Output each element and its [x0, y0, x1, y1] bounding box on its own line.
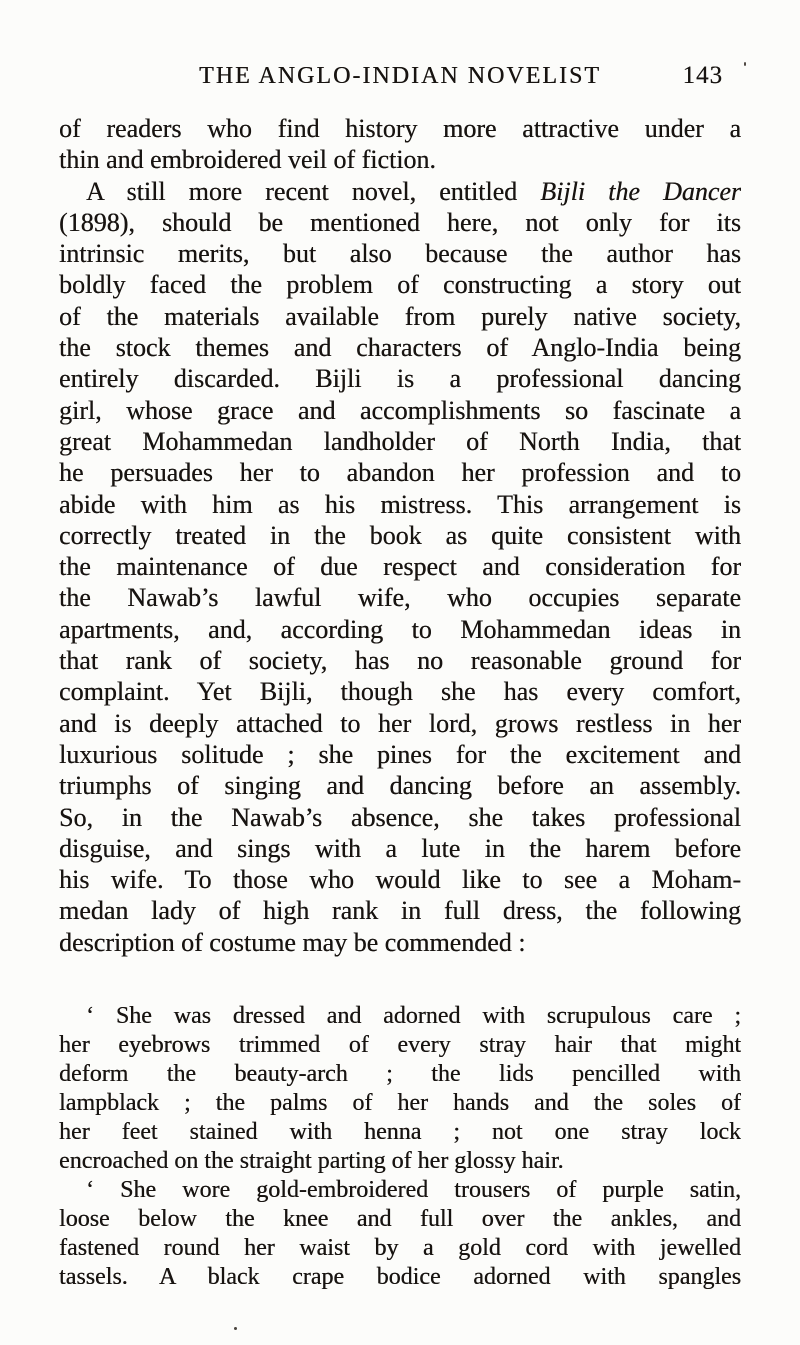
paragraph [59, 113, 741, 176]
text-line: medan lady of high rank in full dress, the following [59, 896, 741, 926]
text-line: her feet stained with henna ; not one stray lock [59, 1119, 741, 1146]
text-line: he persuades her to abandon her profession and to [59, 458, 741, 488]
text-line: ‘ She wore gold-embroidered trousers of purple satin, [86, 1177, 741, 1204]
paragraph [59, 176, 741, 958]
text-line: ‘ She was dressed and adorned with scrupulous care ; [86, 1003, 741, 1030]
paragraph [59, 1002, 741, 1176]
page-number: 143 [682, 62, 723, 89]
text-line: of the materials available from purely native society, [59, 301, 741, 331]
text-line: loose below the knee and full over the ankles, and [59, 1206, 741, 1233]
running-header [59, 62, 741, 90]
text-line: So, in the Nawab’s absence, she takes professional [59, 802, 741, 832]
text-line: disguise, and sings with a lute in the harem before [59, 833, 741, 863]
page-body [59, 113, 741, 1292]
text-line: lampblack ; the palms of her hands and the soles of [59, 1090, 741, 1117]
text-line: boldly faced the problem of constructing a story out [59, 270, 741, 300]
text-line: deform the beauty-arch ; the lids pencilled with [59, 1061, 741, 1088]
text-line: the maintenance of due respect and consideration for [59, 552, 741, 582]
text-line: apartments, and, according to Mohammedan ideas in [59, 614, 741, 644]
text-line: A still more recent novel, entitled Bijli the Dancer [86, 176, 741, 206]
text-line: triumphs of singing and dancing before an assembly. [59, 771, 741, 801]
text-line: encroached on the straight parting of her glossy hair. [59, 1148, 564, 1175]
text-block [59, 62, 741, 1292]
ink-speck [744, 62, 746, 66]
text-line: the stock themes and characters of Anglo-India being [59, 333, 741, 363]
text-line: entirely discarded. Bijli is a professional dancing [59, 364, 741, 394]
ink-speck [234, 1327, 237, 1330]
text-line: complaint. Yet Bijli, though she has every comfort, [59, 677, 741, 707]
text-line: tassels. A black crape bodice adorned with spangles [59, 1264, 741, 1291]
running-header-title: THE ANGLO-INDIAN NOVELIST [199, 63, 601, 89]
text-line: that rank of society, has no reasonable ground for [59, 646, 741, 676]
text-line: description of costume may be commended : [59, 927, 526, 957]
text-line: great Mohammedan landholder of North India, that [59, 426, 741, 456]
text-line: (1898), should be mentioned here, not only for its [59, 207, 741, 237]
text-line: of readers who find history more attractive under a [59, 114, 741, 143]
text-line: correctly treated in the book as quite consistent with [59, 520, 741, 550]
text-line: the Nawab’s lawful wife, who occupies separate [59, 583, 741, 613]
text-line: fastened round her waist by a gold cord with jewelled [59, 1235, 741, 1262]
text-line: intrinsic merits, but also because the author has [59, 239, 741, 269]
text-line: girl, whose grace and accomplishments so fascinate a [59, 395, 741, 425]
text-line: abide with him as his mistress. This arrangement is [59, 489, 741, 519]
text-line: her eyebrows trimmed of every stray hair that might [59, 1032, 741, 1059]
text-line: and is deeply attached to her lord, grows restless in her [59, 708, 741, 738]
text-line: thin and embroidered veil of fiction. [59, 145, 436, 175]
text-line: his wife. To those who would like to see a Moham- [59, 865, 741, 895]
text-line: luxurious solitude ; she pines for the excitement and [59, 739, 741, 769]
paragraph [59, 1176, 741, 1292]
